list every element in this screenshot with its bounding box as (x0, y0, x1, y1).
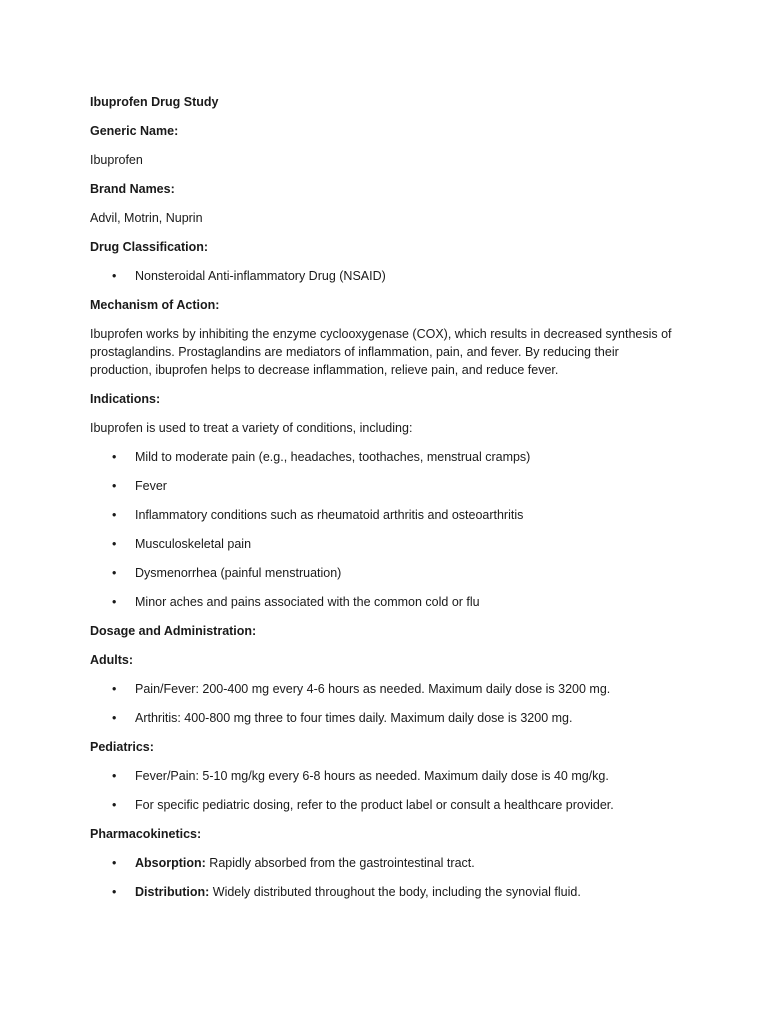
list-item-text: Fever (135, 479, 167, 493)
list-item (90, 593, 678, 611)
list-item (90, 535, 678, 553)
indications-list (90, 448, 678, 611)
generic-name-value: Ibuprofen (90, 153, 143, 167)
absorption-text: Rapidly absorbed from the gastrointestinal tract. (205, 856, 475, 870)
bullet-icon: • (112, 269, 117, 283)
adults-dosage-list (90, 680, 678, 727)
bullet-icon: • (112, 479, 117, 493)
list-item (90, 448, 678, 466)
list-item (90, 709, 678, 727)
list-item-text: Minor aches and pains associated with the common cold or flu (135, 595, 480, 609)
indications-intro: Ibuprofen is used to treat a variety of conditions, including: (90, 421, 413, 435)
list-item-text: Dysmenorrhea (painful menstruation) (135, 566, 342, 580)
bullet-icon: • (112, 450, 117, 464)
list-item-text: Pain/Fever: 200-400 mg every 4-6 hours as needed. Maximum daily dose is 3200 mg. (135, 682, 611, 696)
list-item-text: Fever/Pain: 5-10 mg/kg every 6-8 hours as needed. Maximum daily dose is 40 mg/kg. (135, 769, 609, 783)
bullet-icon: • (112, 566, 117, 580)
adults-heading: Adults: (90, 653, 134, 667)
bullet-icon: • (112, 711, 117, 725)
dosage-heading: Dosage and Administration: (90, 624, 257, 638)
classification-list (90, 267, 678, 285)
list-item-text: Inflammatory conditions such as rheumatoid arthritis and osteoarthritis (135, 508, 524, 522)
pharmacokinetics-list (90, 854, 678, 901)
pediatrics-heading: Pediatrics: (90, 740, 154, 754)
generic-name-heading: Generic Name: (90, 124, 179, 138)
bullet-icon: • (112, 595, 117, 609)
list-item-text: Nonsteroidal Anti-inflammatory Drug (NSAID) (135, 269, 386, 283)
mechanism-paragraph: Ibuprofen works by inhibiting the enzyme cyclooxygenase (COX), which results in decreased synthesis of prostaglandins. Prostaglandins are mediators of inflammation, pain, and fever. By reducing their production, ibuprofen helps to decrease inflammation, relieve pain, and reduce fever. (90, 327, 672, 377)
list-item (90, 477, 678, 495)
list-item (90, 267, 678, 285)
bullet-icon: • (112, 885, 117, 899)
absorption-label: Absorption: (135, 856, 206, 870)
list-item-text: Mild to moderate pain (e.g., headaches, toothaches, menstrual cramps) (135, 450, 531, 464)
list-item (90, 680, 678, 698)
brand-names-value: Advil, Motrin, Nuprin (90, 211, 203, 225)
bullet-icon: • (112, 856, 117, 870)
bullet-icon: • (112, 537, 117, 551)
list-item-text: For specific pediatric dosing, refer to the product label or consult a healthcare provider. (135, 798, 614, 812)
brand-names-heading: Brand Names: (90, 182, 175, 196)
list-item (90, 796, 678, 814)
list-item-text: Musculoskeletal pain (135, 537, 252, 551)
list-item-text: Arthritis: 400-800 mg three to four times daily. Maximum daily dose is 3200 mg. (135, 711, 573, 725)
document-title: Ibuprofen Drug Study (90, 95, 219, 109)
bullet-icon: • (112, 682, 117, 696)
indications-heading: Indications: (90, 392, 161, 406)
bullet-icon: • (112, 798, 117, 812)
bullet-icon: • (112, 508, 117, 522)
distribution-label: Distribution: (135, 885, 210, 899)
list-item (90, 883, 678, 901)
distribution-text: Widely distributed throughout the body, including the synovial fluid. (209, 885, 581, 899)
pediatrics-dosage-list (90, 767, 678, 814)
pharmacokinetics-heading: Pharmacokinetics: (90, 827, 202, 841)
drug-classification-heading: Drug Classification: (90, 240, 209, 254)
list-item (90, 767, 678, 785)
list-item (90, 854, 678, 872)
list-item (90, 564, 678, 582)
bullet-icon: • (112, 769, 117, 783)
list-item (90, 506, 678, 524)
mechanism-heading: Mechanism of Action: (90, 298, 220, 312)
